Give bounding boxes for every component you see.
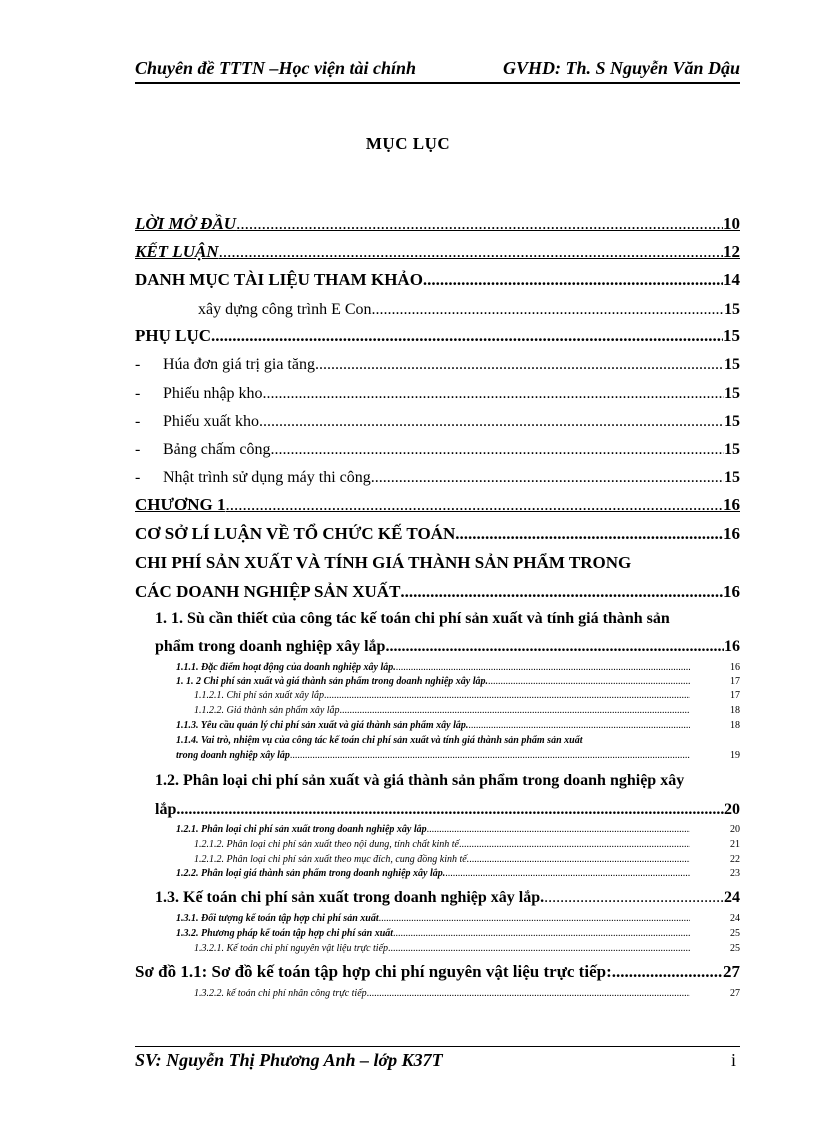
- toc-entry[interactable]: CƠ SỞ LÍ LUẬN VỀ TỔ CHỨC KẾ TOÁN ..... 16: [135, 516, 740, 544]
- toc-title: MỤC LỤC: [365, 134, 451, 153]
- toc-entry[interactable]: CHƯƠNG 1 ..... 16: [135, 489, 740, 515]
- page-footer: [135, 1046, 740, 1070]
- toc-entry[interactable]: 1.1.2.1. Chi phí sản xuất xây lắp ..... 17: [194, 688, 740, 701]
- page-header: [135, 56, 740, 84]
- toc-entry[interactable]: 1. 1. 2 Chi phí sản xuất và giá thành sản phẩm trong doanh nghiệp xây lắp. ..... 17: [176, 674, 740, 687]
- toc-entry[interactable]: 1.1.2.2. Giá thành sản phẩm xây lắp ..... 18: [194, 703, 740, 716]
- toc-entry[interactable]: 1.2.1. Phân loại chi phí sản xuất trong doanh nghiệp xây lắp ..... 20: [176, 822, 740, 835]
- toc-entry[interactable]: LỜI MỞ ĐẦU ..... 10: [135, 208, 740, 234]
- toc-entry: CHI PHÍ SẢN XUẤT VÀ TÍNH GIÁ THÀNH SẢN PHẨM TRONG: [135, 553, 632, 572]
- toc-entry[interactable]: - Bảng chấm công ..... 15: [135, 433, 740, 459]
- toc-entry[interactable]: DANH MỤC TÀI LIỆU THAM KHẢO ..... 14: [135, 264, 740, 290]
- toc-entry[interactable]: 1.3. Kế toán chi phí sản xuất trong doanh nghiệp xây lắp. ..... 24: [155, 881, 740, 907]
- toc-entry[interactable]: 1.3.2.2. kế toán chi phí nhân công trực tiếp ..... 27: [194, 986, 740, 999]
- toc-entry: 1.1.4. Vai trò, nhiệm vụ của công tác kế toán chi phí sản xuất và tính giá thành sản phẩm sản xuất: [176, 735, 583, 746]
- toc-entry[interactable]: 1.1.3. Yêu cầu quản lý chi phí sản xuất và giá thành sản phẩm xây lắp. ..... 18: [176, 718, 740, 731]
- header-advisor: GVHD: Th. S Nguyễn Văn Dậu: [502, 58, 740, 78]
- toc-entry[interactable]: PHỤ LỤC ..... 15: [135, 320, 740, 346]
- toc-entry[interactable]: trong doanh nghiệp xây lắp ..... 19: [176, 748, 740, 761]
- toc-entry[interactable]: Sơ đồ 1.1: Sơ đồ kế toán tập hợp chi phí nguyên vật liệu trực tiếp: ..... 27: [135, 955, 740, 982]
- toc-entry[interactable]: KẾT LUẬN ..... 12: [135, 236, 740, 262]
- toc-entry[interactable]: xây dựng công trình E Con ..... 15: [198, 293, 740, 319]
- toc-entry[interactable]: CÁC DOANH NGHIỆP SẢN XUẤT ..... 16: [135, 574, 740, 602]
- toc-entry[interactable]: 1.2.2. Phân loại giá thành sản phẩm trong doanh nghiệp xây lắp. ..... 23: [176, 866, 740, 879]
- toc-entry[interactable]: 1.2.1.2. Phân loại chi phí sản xuất theo mục đích, cung đồng kinh tế. ..... 22: [194, 852, 740, 865]
- toc-entry[interactable]: - Nhật trình sử dụng máy thi công ..... 15: [135, 461, 740, 487]
- toc-entry[interactable]: lắp. ..... 20: [155, 791, 740, 819]
- toc-entry[interactable]: - Phiếu xuất kho ..... 15: [135, 405, 740, 431]
- toc-entry: 1.2. Phân loại chi phí sản xuất và giá thành sản phẩm trong doanh nghiệp xây: [155, 772, 685, 789]
- toc-entry[interactable]: 1.2.1.2. Phân loại chi phí sản xuất theo nội dung, tính chất kinh tế ..... 21: [194, 837, 740, 850]
- toc-entry[interactable]: 1.3.2. Phương pháp kế toán tập hợp chi phí sản xuất ..... 25: [176, 926, 740, 939]
- toc-entry[interactable]: - Húa đơn giá trị gia tăng ..... 15: [135, 348, 740, 374]
- toc-entry: 1. 1. Sù cần thiết của công tác kế toán chi phí sản xuất và tính giá thành sản: [155, 610, 670, 627]
- toc-entry[interactable]: - Phiếu nhập kho ..... 15: [135, 377, 740, 403]
- header-course: Chuyên đề TTTN –Học viện tài chính: [135, 58, 416, 78]
- toc-entry[interactable]: 1.3.2.1. Kế toán chi phí nguyên vật liệu trực tiếp ..... 25: [194, 941, 740, 954]
- footer-student: SV: Nguyễn Thị Phương Anh – lớp K37T: [135, 1050, 443, 1070]
- page-number: i: [730, 1050, 736, 1070]
- toc-entry[interactable]: phẩm trong doanh nghiệp xây lắp ..... 16: [155, 630, 740, 656]
- toc-entry[interactable]: 1.3.1. Đối tượng kế toán tập hợp chi phí sản xuất ..... 24: [176, 911, 740, 924]
- toc-entry[interactable]: 1.1.1. Đặc điểm hoạt động của doanh nghiệp xây lắp. ..... 16: [176, 660, 740, 673]
